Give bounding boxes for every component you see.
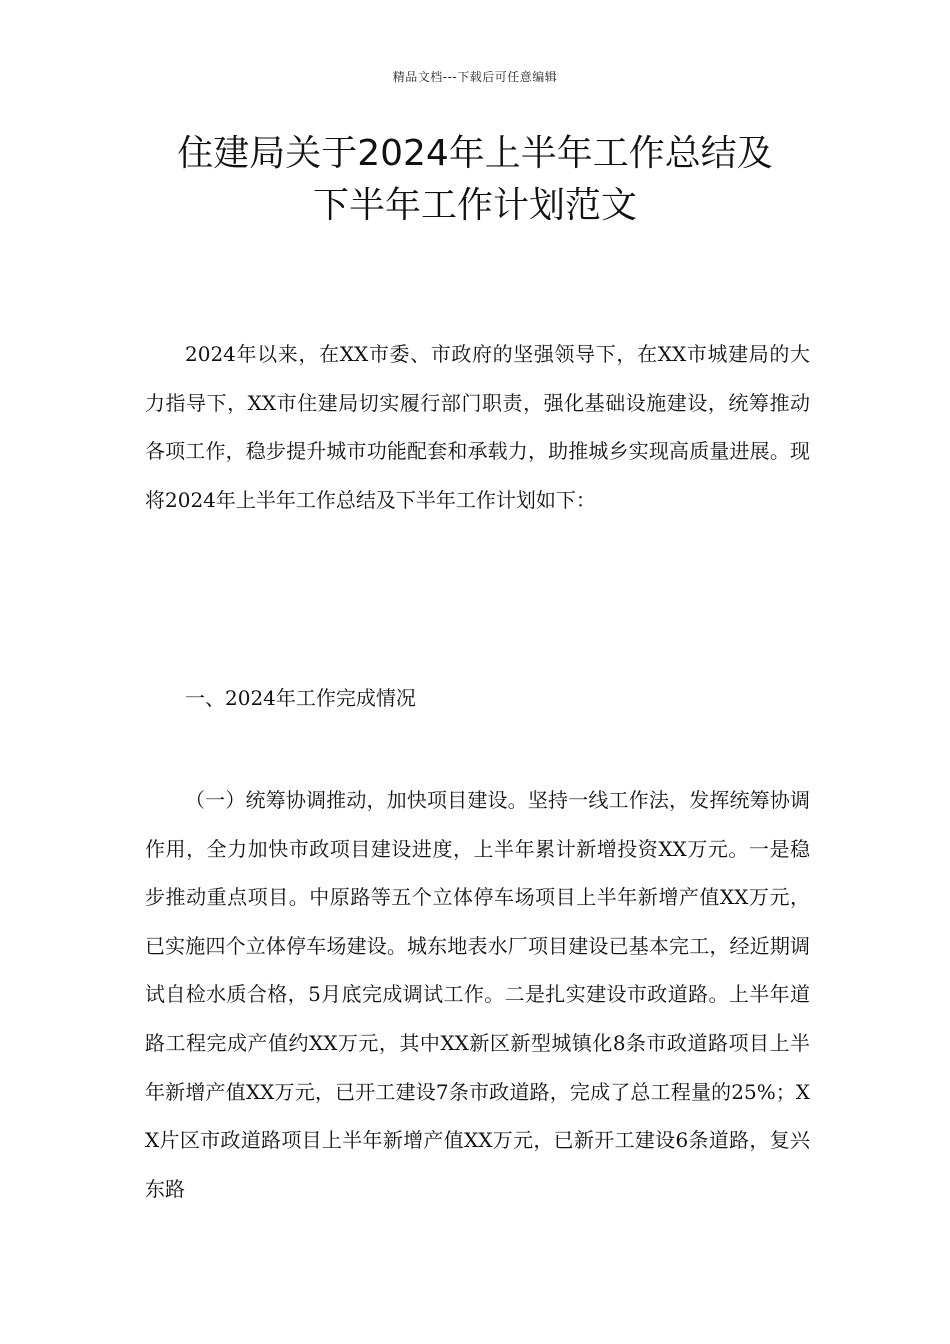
title-line-2: 下半年工作计划范文 — [312, 185, 637, 226]
body-paragraph: （一）统筹协调推动，加快项目建设。坚持一线工作法，发挥统筹协调作用，全力加快市政项目建设进度，上半年累计新增投资XX万元。一是稳步推动重点项目。中原路等五个立体停车场项目上半年新增产值XX万元，已实施四个立体停车场建设。城东地表水厂项目建设已基本完工，经近期调试自检水质合格，5月底完成调试工作。二是扎实建设市政道路。上半年道路工程完成产值约XX万元，其中XX新区新型城镇化8条市政道路项目上半年新增产值XX万元，已开工建设7条市政道路，完成了总工程量的25%；XX片区市政道路项目上半年新增产值XX万元，已新开工建设6条道路，复兴东路 — [145, 788, 810, 1201]
header-note: 精品文档---下载后可任意编辑 — [392, 70, 558, 84]
section-heading: 一、2024年工作完成情况 — [185, 686, 416, 710]
document-title — [110, 128, 840, 232]
title-line-1: 住建局关于2024年上半年工作总结及 — [177, 133, 773, 174]
intro-paragraph: 2024年以来，在XX市委、市政府的坚强领导下，在XX市城建局的大力指导下，XX市住建局切实履行部门职责，强化基础设施建设，统筹推动各项工作，稳步提升城市功能配套和承载力，助推城乡实现高质量进展。现将2024年上半年工作总结及下半年工作计划如下： — [145, 342, 810, 512]
